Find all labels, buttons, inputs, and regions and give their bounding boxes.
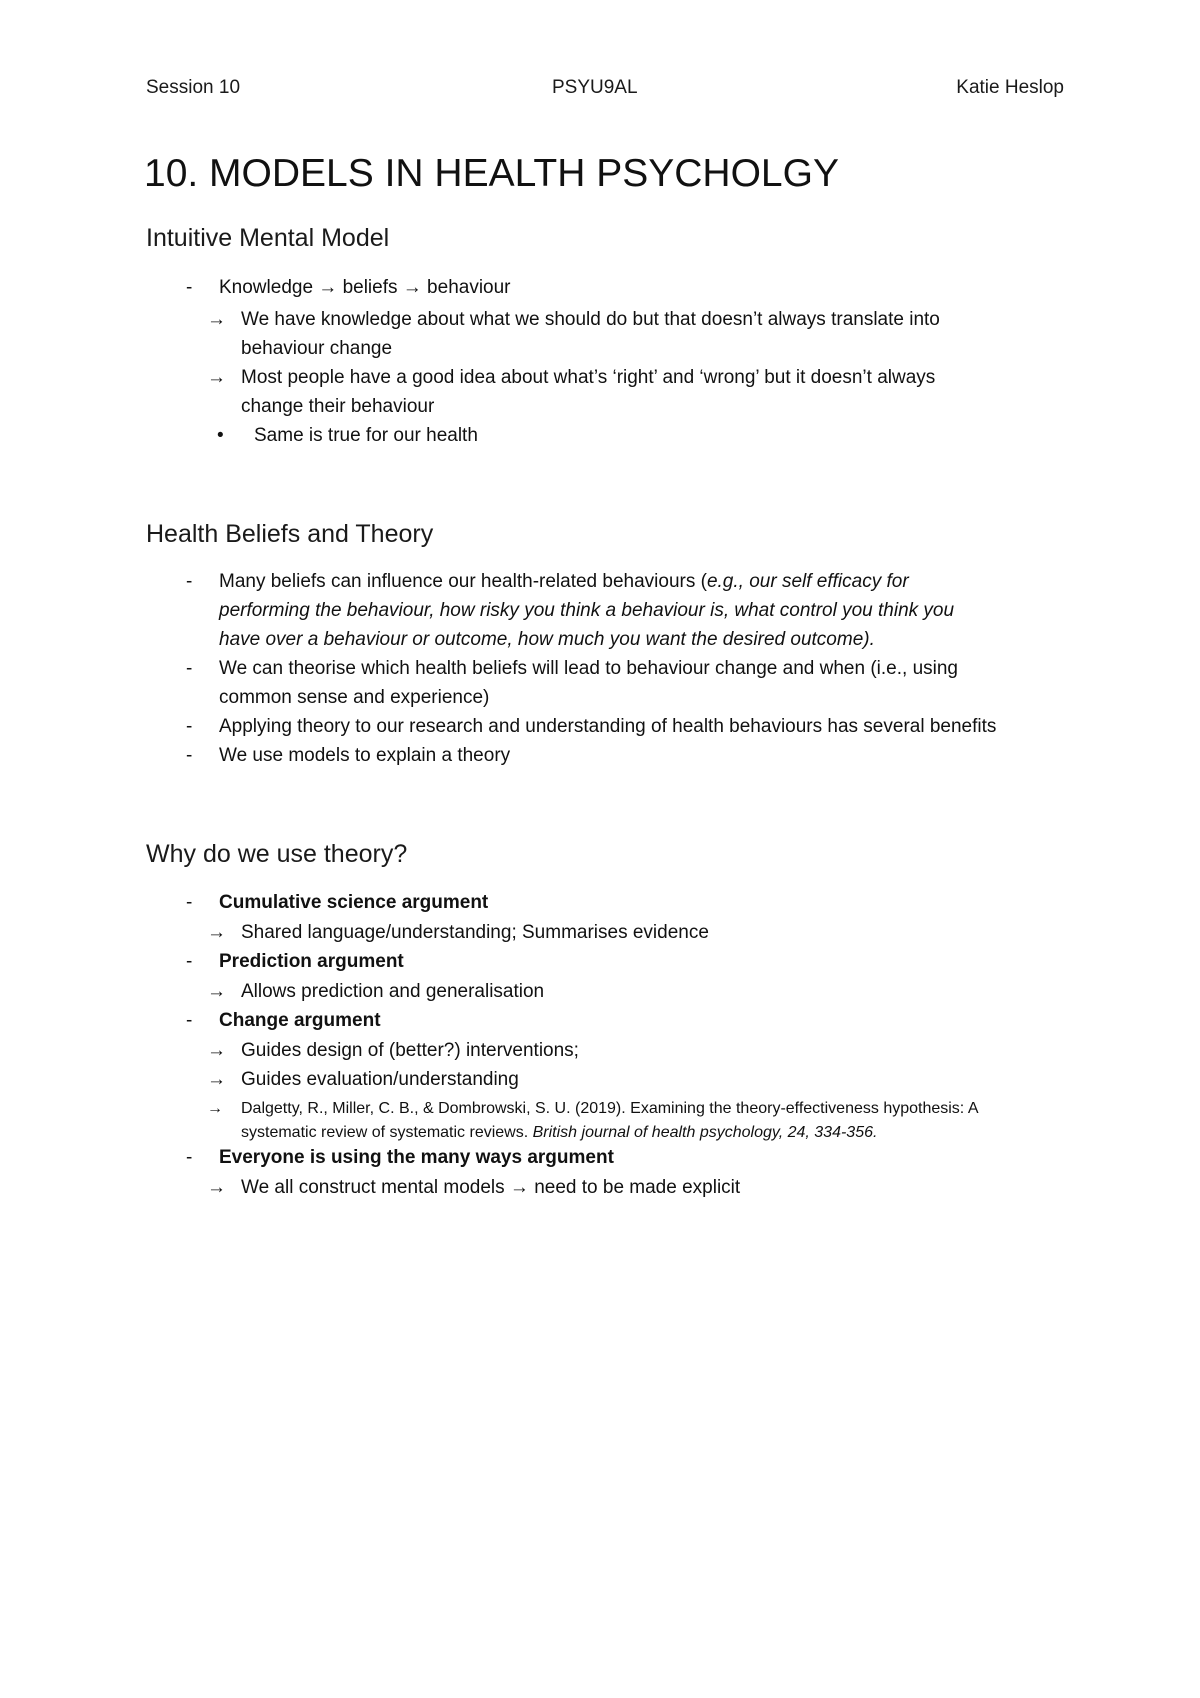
reference-journal: British journal of health psychology, 24, 334-356. <box>532 1124 878 1141</box>
list-item-text: Many beliefs can influence our health-related behaviours ( <box>219 571 707 592</box>
dash-marker: - <box>186 1010 193 1031</box>
list-item-italic-text: e.g., our self efficacy for <box>706 571 909 592</box>
list-item-continuation: behaviour change <box>241 338 393 359</box>
dash-marker: - <box>186 745 193 766</box>
arrow-marker: → <box>207 309 226 330</box>
header-author: Katie Heslop <box>956 77 1064 98</box>
list-item: We have knowledge about what we should do but that doesn’t always translate into <box>241 309 940 330</box>
list-item: Guides evaluation/understanding <box>241 1069 519 1090</box>
dash-marker: - <box>186 571 193 592</box>
dash-marker: - <box>186 1147 193 1168</box>
reference-citation: Dalgetty, R., Miller, C. B., & Dombrowski, S. U. (2019). Examining the theory-effectiveness hypothesis: A <box>241 1100 979 1117</box>
list-item: Knowledge → beliefs → behaviour <box>219 277 511 298</box>
list-item: Allows prediction and generalisation <box>241 981 545 1002</box>
list-item: Shared language/understanding; Summarises evidence <box>241 922 709 943</box>
arrow-marker: → <box>207 1100 223 1117</box>
section-heading-intuitive-mental-model: Intuitive Mental Model <box>146 224 390 252</box>
list-item: Applying theory to our research and understanding of health behaviours has several benefits <box>219 716 997 737</box>
arrow-marker: → <box>207 1069 226 1090</box>
list-item: Most people have a good idea about what’s ‘right’ and ‘wrong’ but it doesn’t always <box>241 367 936 388</box>
arrow-marker: → <box>207 981 226 1002</box>
list-item-continuation: have over a behaviour or outcome, how much you want the desired outcome). <box>219 629 875 650</box>
header-session: Session 10 <box>146 77 241 98</box>
arrow-marker: → <box>207 1040 226 1061</box>
dash-marker: - <box>186 951 193 972</box>
list-item: Same is true for our health <box>254 425 478 446</box>
list-item: We all construct mental models → need to be made explicit <box>241 1177 741 1198</box>
bullet-marker: • <box>217 425 224 446</box>
arrow-marker: → <box>207 922 226 943</box>
list-item-continuation: common sense and experience) <box>219 687 490 708</box>
list-item-argument: Prediction argument <box>219 951 404 972</box>
reference-text: systematic review of systematic reviews. <box>241 1124 533 1141</box>
dash-marker: - <box>186 277 193 298</box>
arrow-marker: → <box>207 367 226 388</box>
reference-citation-continuation <box>241 1122 877 1144</box>
dash-marker: - <box>186 658 193 679</box>
section-heading-health-beliefs: Health Beliefs and Theory <box>146 520 434 548</box>
list-item-continuation: performing the behaviour, how risky you think a behaviour is, what control you think you <box>219 600 955 621</box>
list-item: We use models to explain a theory <box>219 745 511 766</box>
list-item-argument: Cumulative science argument <box>219 892 489 913</box>
list-item: We can theorise which health beliefs will lead to behaviour change and when (i.e., using <box>219 658 958 679</box>
list-item-argument: Change argument <box>219 1010 381 1031</box>
arrow-marker: → <box>207 1177 226 1198</box>
header-course-code: PSYU9AL <box>552 77 638 98</box>
list-item-argument: Everyone is using the many ways argument <box>219 1147 614 1168</box>
section-heading-why-theory: Why do we use theory? <box>146 840 408 868</box>
page-title: 10. MODELS IN HEALTH PSYCHOLGY <box>144 152 839 195</box>
dash-marker: - <box>186 716 193 737</box>
list-item: Guides design of (better?) interventions; <box>241 1040 579 1061</box>
dash-marker: - <box>186 892 193 913</box>
list-item <box>219 570 909 594</box>
list-item-continuation: change their behaviour <box>241 396 435 417</box>
